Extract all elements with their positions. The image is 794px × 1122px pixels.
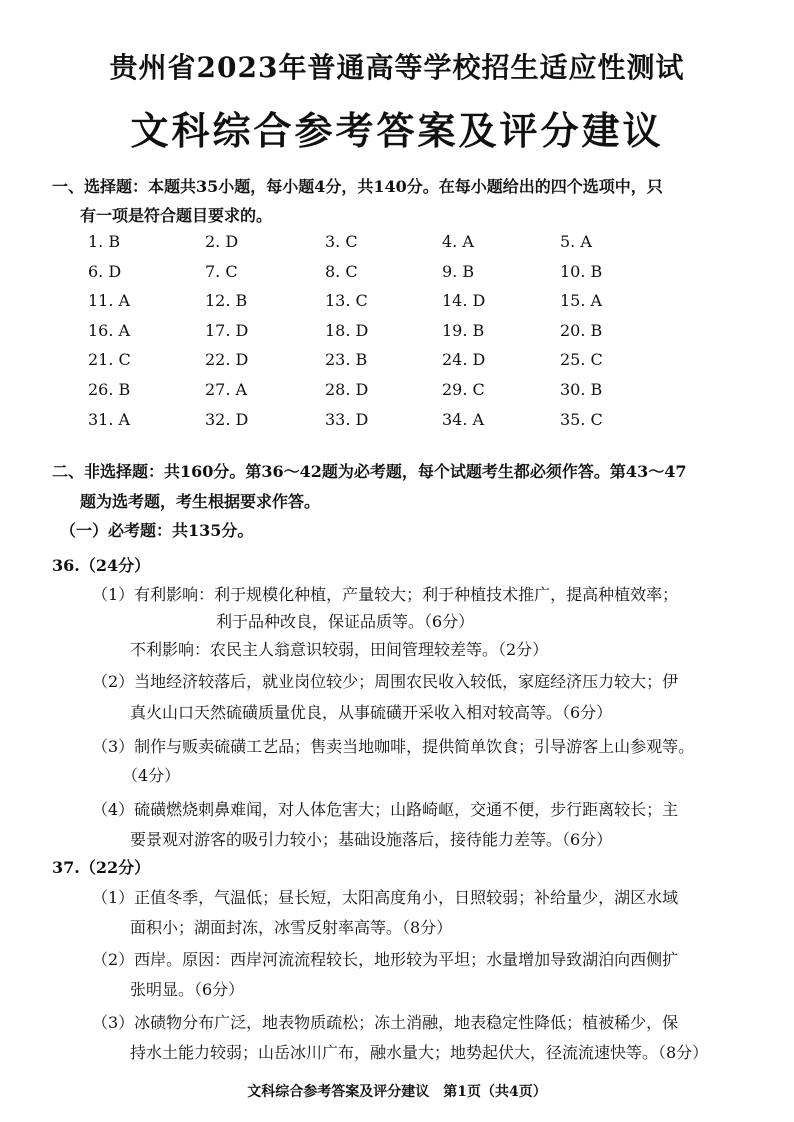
answer-item: 15. A [560, 291, 603, 310]
answer-item: 24. D [442, 350, 486, 369]
answer-item: 4. A [442, 232, 474, 251]
answer-item: 21. C [88, 350, 131, 369]
answer-item: 3. C [325, 232, 358, 251]
answer-item: 17. D [205, 321, 249, 340]
answer-item: 1. B [88, 232, 121, 251]
answer-item: 27. A [205, 380, 248, 399]
answer-item: 26. B [88, 380, 131, 399]
answer-item: 28. D [325, 380, 369, 399]
answer-item: 34. A [442, 410, 485, 429]
q36-part3-line1: （3）制作与贩卖硫磺工艺品；售卖当地咖啡，提供简单饮食；引导游客上山参观等。 [92, 737, 695, 756]
answer-item: 25. C [560, 350, 603, 369]
answer-item: 2. D [205, 232, 239, 251]
answer-item: 20. B [560, 321, 603, 340]
answer-item: 29. C [442, 380, 485, 399]
answer-item: 11. A [88, 291, 131, 310]
q36-part1-line2: 利于品种改良，保证品质等。（6分） [216, 612, 475, 631]
answer-item: 33. D [325, 410, 369, 429]
q37-part1-line1: （1）正值冬季，气温低；昼长短，太阳高度角小，日照较弱；补给量少，湖区水域 [92, 888, 679, 907]
answer-item: 13. C [325, 291, 368, 310]
q37-part2-line2: 张明显。（6分） [130, 980, 245, 999]
answer-item: 16. A [88, 321, 131, 340]
answer-item: 32. D [205, 410, 249, 429]
answer-item: 8. C [325, 262, 358, 281]
section2-heading-line1: 二、非选择题：共160分。第36～42题为必考题，每个试题考生都必须作答。第43～47 [52, 462, 687, 481]
q36-part2-line1: （2）当地经济较落后，就业岗位较少；周围农民收入较低，家庭经济压力较大；伊 [92, 672, 679, 691]
answer-item: 12. B [205, 291, 248, 310]
answer-item: 14. D [442, 291, 486, 310]
q36-part2-line2: 真火山口天然硫磺质量优良，从事硫磺开采收入相对较高等。（6分） [130, 703, 613, 722]
answer-item: 7. C [205, 262, 238, 281]
answer-item: 18. D [325, 321, 369, 340]
answer-item: 5. A [560, 232, 592, 251]
answer-item: 10. B [560, 262, 603, 281]
q36-part4-line1: （4）硫磺燃烧刺鼻难闻，对人体危害大；山路崎岖，交通不便，步行距离较长；主 [92, 800, 679, 819]
answer-item: 30. B [560, 380, 603, 399]
answer-item: 23. B [325, 350, 368, 369]
document-title: 贵州省2023年普通高等学校招生适应性测试 [109, 51, 685, 84]
section1-heading-line2: 有一项是符合题目要求的。 [80, 206, 273, 225]
q36-part1-line1: （1）有利影响：利于规模化种植，产量较大；利于种植技术推广，提高种植效率； [92, 585, 679, 604]
q37-part2-line1: （2）西岸。原因：西岸河流流程较长，地形较为平坦；水量增加导致湖泊向西侧扩 [92, 950, 679, 969]
answer-item: 9. B [442, 262, 475, 281]
answer-item: 31. A [88, 410, 131, 429]
q36-heading: 36.（24分） [52, 556, 151, 575]
q37-part3-line2: 持水土能力较弱；山岳冰川广布，融水量大；地势起伏大，径流流速快等。（8分） [130, 1043, 709, 1062]
q37-heading: 37.（22分） [52, 858, 151, 877]
q36-part3-line2: （4分） [122, 766, 181, 785]
page-footer: 文科综合参考答案及评分建议 第1页（共4页） [247, 1084, 547, 1100]
required-questions-heading: （一）必考题：共135分。 [60, 521, 254, 540]
q36-part1-line3: 不利影响：农民主人翁意识较弱，田间管理较差等。（2分） [130, 640, 549, 659]
section1-heading-line1: 一、选择题：本题共35小题，每小题4分，共140分。在每小题给出的四个选项中，只 [52, 177, 663, 196]
answer-item: 22. D [205, 350, 249, 369]
answer-item: 19. B [442, 321, 485, 340]
document-subtitle: 文科综合参考答案及评分建议 [130, 108, 664, 153]
q37-part3-line1: （3）冰碛物分布广泛，地表物质疏松；冻土消融，地表稳定性降低；植被稀少，保 [92, 1013, 679, 1032]
section2-heading-line2: 题为选考题，考生根据要求作答。 [80, 492, 321, 511]
answer-item: 35. C [560, 410, 603, 429]
q37-part1-line2: 面积小；湖面封冻，冰雪反射率高等。（8分） [130, 918, 453, 937]
answer-item: 6. D [88, 262, 122, 281]
q36-part4-line2: 要景观对游客的吸引力较小；基础设施落后，接待能力差等。（6分） [130, 830, 613, 849]
